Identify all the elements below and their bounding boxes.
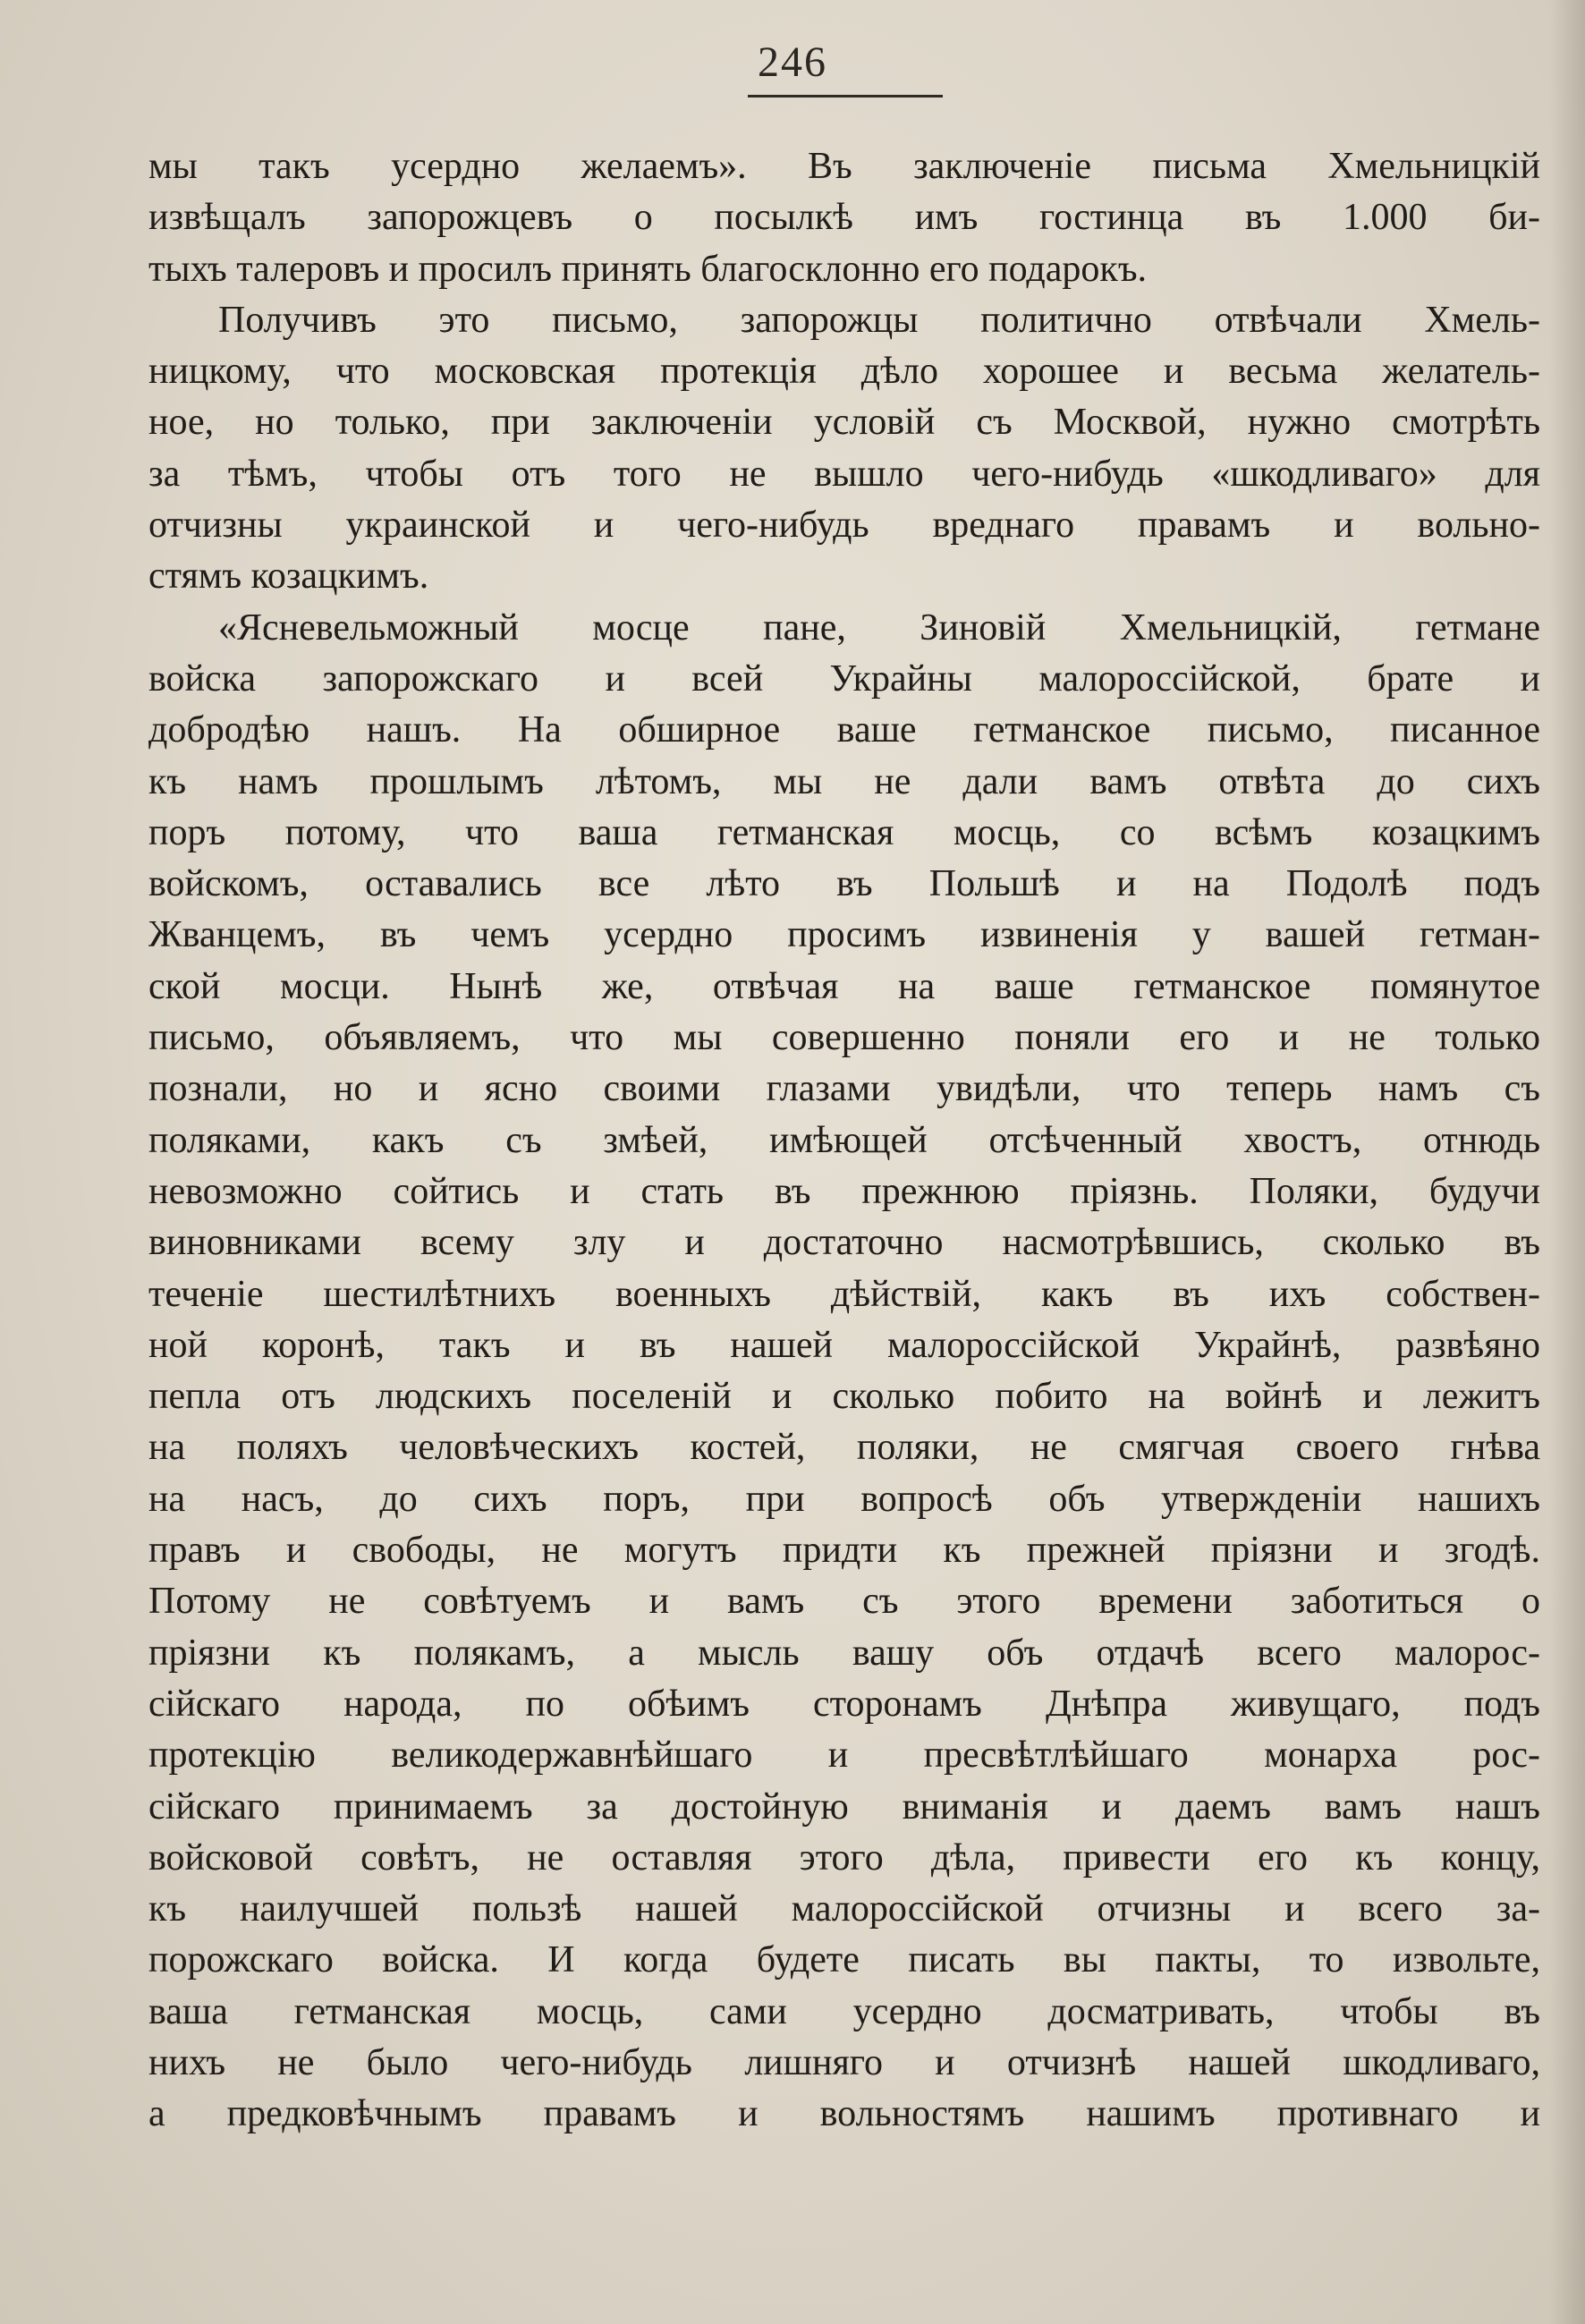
text-line: ницкому, что московская протекція дѣло хорошее и весьма желатель-: [148, 351, 1540, 393]
text-line: войскомъ, оставались все лѣто въ Польшѣ и на Подолѣ подъ: [148, 863, 1540, 905]
text-line: пріязни къ полякамъ, а мысль вашу объ отдачѣ всего малорос-: [148, 1632, 1540, 1674]
text-line: сійскаго народа, по обѣимъ сторонамъ Днѣпра живущаго, подъ: [148, 1683, 1540, 1725]
text-line: къ наилучшей пользѣ нашей малороссійской отчизны и всего за-: [148, 1888, 1540, 1930]
text-line: извѣщалъ запорожцевъ о посылкѣ имъ гостинца въ 1.000 би-: [148, 197, 1540, 239]
text-line: ваша гетманская мосць, сами усердно досматривать, чтобы въ: [148, 1990, 1540, 2032]
text-line: Жванцемъ, въ чемъ усердно просимъ извиненія у вашей гетман-: [148, 914, 1540, 956]
text-line: отчизны украинской и чего-нибудь вреднаго правамъ и вольно-: [148, 505, 1540, 547]
body-text: [148, 141, 1540, 2141]
text-line: Получивъ это письмо, запорожцы политично отвѣчали Хмель-: [218, 299, 1540, 341]
page-edge-shadow: [1549, 0, 1585, 2324]
text-line: къ намъ прошлымъ лѣтомъ, мы не дали вамъ отвѣта до сихъ: [148, 760, 1540, 802]
page-number-rule: [748, 95, 943, 98]
text-line: Потому не совѣтуемъ и вамъ съ этого времени заботиться о: [148, 1581, 1540, 1623]
text-line: познали, но и ясно своими глазами увидѣли, что теперь намъ съ: [148, 1068, 1540, 1110]
text-line: нихъ не было чего-нибудь лишняго и отчизнѣ нашей шкодливаго,: [148, 2041, 1540, 2083]
text-line: ной коронѣ, такъ и въ нашей малороссійской Украйнѣ, развѣяно: [148, 1324, 1540, 1366]
text-line: виновниками всему злу и достаточно насмотрѣвшись, сколько въ: [148, 1222, 1540, 1264]
text-line: войска запорожскаго и всей Украйны малороссійской, брате и: [148, 657, 1540, 700]
text-line: протекцію великодержавнѣйшаго и пресвѣтлѣйшаго монарха рос-: [148, 1735, 1540, 1777]
text-line: тыхъ талеровъ и просилъ принять благосклонно его подарокъ.: [148, 248, 1148, 290]
text-line: письмо, объявляемъ, что мы совершенно поняли его и не только: [148, 1017, 1540, 1059]
text-line: на насъ, до сихъ поръ, при вопросѣ объ утвержденіи нашихъ: [148, 1478, 1540, 1520]
text-line: стямъ козацкимъ.: [148, 556, 429, 598]
text-line: а предковѣчнымъ правамъ и вольностямъ нашимъ противнаго и: [148, 2093, 1540, 2135]
page-number: 246: [758, 38, 827, 86]
text-line: ное, но только, при заключеніи условій съ Москвой, нужно смотрѣть: [148, 402, 1540, 444]
text-line: поръ потому, что ваша гетманская мосць, со всѣмъ козацкимъ: [148, 811, 1540, 853]
text-line: поляками, какъ съ змѣей, имѣющей отсѣченный хвостъ, отнюдь: [148, 1119, 1540, 1161]
text-line: сійскаго принимаемъ за достойную вниманія и даемъ вамъ нашъ: [148, 1785, 1540, 1828]
text-line: теченіе шестилѣтнихъ военныхъ дѣйствій, какъ въ ихъ собствен-: [148, 1273, 1540, 1315]
text-line: порожскаго войска. И когда будете писать вы пакты, то извольте,: [148, 1939, 1540, 1981]
text-line: за тѣмъ, чтобы отъ того не вышло чего-нибудь «шкодливаго» для: [148, 453, 1540, 495]
text-line: пепла отъ людскихъ поселеній и сколько побито на войнѣ и лежитъ: [148, 1376, 1540, 1418]
text-line: на поляхъ человѣческихъ костей, поляки, не смягчая своего гнѣва: [148, 1427, 1540, 1469]
text-line: добродѣю нашъ. На обширное ваше гетманское письмо, писанное: [148, 709, 1540, 751]
text-line: «Ясневельможный мосце пане, Зиновій Хмельницкій, гетмане: [218, 606, 1540, 649]
text-line: мы такъ усердно желаемъ». Въ заключеніе письма Хмельницкій: [148, 146, 1540, 187]
text-line: невозможно сойтись и стать въ прежнюю пріязнь. Поляки, будучи: [148, 1170, 1540, 1212]
text-line: правъ и свободы, не могутъ придти къ прежней пріязни и згодѣ.: [148, 1530, 1540, 1572]
text-line: войсковой совѣтъ, не оставляя этого дѣла, привести его къ концу,: [148, 1836, 1540, 1879]
text-line: ской мосци. Нынѣ же, отвѣчая на ваше гетманское помянутое: [148, 965, 1540, 1007]
